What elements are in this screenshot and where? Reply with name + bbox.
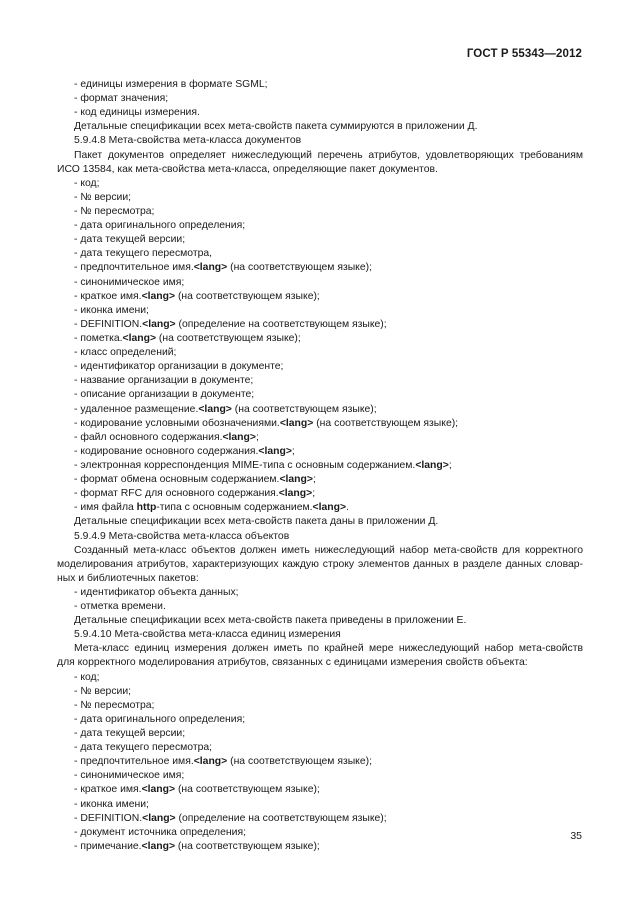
text-span: 5.9.4.10 Мета-свойства мета-класса единиц измерения [74,629,341,641]
list-item [57,403,583,417]
text-line [57,149,583,163]
list-item [57,445,583,459]
list-item [57,501,583,515]
list-item [57,191,583,205]
text-span: (на соответствующем языке); [231,403,377,415]
text-line [57,614,583,628]
keyword-token: <lang> [198,403,232,415]
text-span: - отметка времени. [74,601,166,613]
list-item [57,290,583,304]
keyword-token: <lang> [312,502,347,514]
text-span: - иконка имени; [74,304,149,316]
list-item [57,487,583,501]
keyword-token: <lang> [222,431,256,443]
list-item [57,78,583,92]
text-line [57,515,583,529]
keyword-token: <lang> [278,488,313,500]
text-span: - синонимическое имя; [74,770,185,782]
text-span: - имя файла [74,502,137,514]
keyword-token: <lang> [142,318,176,330]
list-item [57,261,583,275]
text-line [57,558,583,572]
keyword-token: <lang> [193,262,228,274]
text-span: (на соответствующем языке); [175,840,320,852]
list-item [57,92,583,106]
list-item [57,332,583,346]
text-span: 5.9.4.9 Мета-свойства мета-класса объектов [74,530,290,542]
text-span: - код единицы измерения. [74,107,200,119]
list-item [57,769,583,783]
keyword-token: <lang> [141,840,176,852]
text-span: - код; [74,671,100,683]
list-item [57,360,583,374]
text-line [57,642,583,656]
text-span: - дата оригинального определения; [74,220,246,232]
text-span: Детальные спецификации всех мета-свойств пакета суммируются в приложении Д. [74,121,478,133]
text-line [57,134,583,148]
text-span: - удаленное размещение. [74,403,199,415]
text-span: - предпочтительное имя. [74,756,194,768]
text-span: - файл основного содержания. [74,431,223,443]
text-span: - DEFINITION. [74,318,143,330]
text-span: - № версии; [74,191,132,203]
keyword-token: <lang> [142,812,176,824]
text-span: - идентификатор объекта данных; [74,586,239,598]
text-span: моделирования атрибутов, характеризующих каждую строку элементов данных в разделе данных словар- [57,558,583,570]
list-item [57,727,583,741]
text-line [57,530,583,544]
text-span: - описание организации в документе; [74,389,255,401]
list-item [57,205,583,219]
keyword-token: <lang> [141,784,176,796]
text-span: ных и библиотечных пакетов: [57,572,199,584]
text-span: для корректного моделирования атрибутов, связанных с единицами измерения свойств объекта: [57,657,528,669]
text-span: ; [291,445,295,457]
list-item [57,459,583,473]
list-item [57,374,583,388]
keyword-token: <lang> [258,445,292,457]
text-span: - документ источника определения; [74,826,246,838]
list-item [57,219,583,233]
text-span: - дата текущего пересмотра; [74,742,213,754]
list-item [57,826,583,840]
list-item [57,840,583,854]
text-line [57,572,583,586]
keyword-token: <lang> [122,332,157,344]
standard-header: ГОСТ Р 55343—2012 [466,48,582,60]
list-item [57,685,583,699]
list-item [57,388,583,402]
list-item [57,417,583,431]
text-span: ; [255,431,259,443]
keyword-token: <lang> [193,756,228,768]
text-span: (определение на соответствующем языке); [175,812,387,824]
text-span: - код; [74,177,100,189]
keyword-token: http [136,502,157,514]
list-item [57,741,583,755]
list-item [57,812,583,826]
text-span: (на соответствующем языке); [175,784,320,796]
text-span: - примечание. [74,840,142,852]
list-item [57,233,583,247]
text-span: -типа с основным содержанием. [156,502,313,514]
list-item [57,699,583,713]
list-item [57,783,583,797]
list-item [57,473,583,487]
text-span: (на соответствующем языке); [156,332,301,344]
text-span: 5.9.4.8 Мета-свойства мета-класса документов [74,135,302,147]
list-item [57,586,583,600]
text-span: - синонимическое имя; [74,276,185,288]
text-span: . [346,502,349,514]
text-span: ; [312,488,316,500]
text-span: - предпочтительное имя. [74,262,194,274]
text-span: - иконка имени; [74,798,149,810]
text-span: - дата текущей версии; [74,728,186,740]
text-span: - формат RFC для основного содержания. [74,488,279,500]
text-span: - электронная корреспонденция MIME-типа с основным содержанием. [74,459,416,471]
text-span: - краткое имя. [74,784,142,796]
text-span: (на соответствующем языке); [175,290,320,302]
list-item [57,713,583,727]
text-span: - пометка. [74,332,123,344]
text-span: - формат значения; [74,93,169,105]
text-line [57,163,583,177]
list-item [57,600,583,614]
list-item [57,431,583,445]
text-span: ; [312,474,316,486]
text-span: - кодирование условными обозначениями. [74,417,280,429]
text-span: (на соответствующем языке); [313,417,459,429]
text-span: - № версии; [74,685,132,697]
text-span: Детальные спецификации всех мета-свойств пакета даны в приложении Д. [74,516,439,528]
text-span: - дата текущего пересмотра, [74,248,213,260]
keyword-token: <lang> [279,417,314,429]
text-span: (на соответствующем языке); [227,262,372,274]
text-line [57,656,583,670]
text-span: - идентификатор организации в документе; [74,361,284,373]
keyword-token: <lang> [141,290,176,302]
text-span: - класс определений; [74,347,177,359]
text-line [57,120,583,134]
text-span: Мета-класс единиц измерения должен иметь по крайней мере нижеследующий набор мета-свойств [74,643,583,655]
text-span: - единицы измерения в формате SGML; [74,79,268,90]
text-span: (определение на соответствующем языке); [175,318,387,330]
text-span: (на соответствующем языке); [227,756,372,768]
list-item [57,798,583,812]
text-span: Детальные спецификации всех мета-свойств пакета приведены в приложении Е. [74,615,467,627]
list-item [57,755,583,769]
text-span: - № пересмотра; [74,699,155,711]
text-span: - дата оригинального определения; [74,713,246,725]
list-item [57,318,583,332]
list-item [57,106,583,120]
list-item [57,276,583,290]
text-span: ИСО 13584, как мета-свойства мета-класса, определяющие пакет документов. [57,163,438,175]
text-span: - формат обмена основным содержанием. [74,474,280,486]
keyword-token: <lang> [279,474,313,486]
list-item [57,671,583,685]
text-line [57,544,583,558]
list-item [57,247,583,261]
text-span: - DEFINITION. [74,812,143,824]
list-item [57,304,583,318]
text-span: - дата текущей версии; [74,234,186,246]
text-span: Созданный мета-класс объектов должен иметь нижеследующий набор мета-свойств для корректного [74,544,583,556]
text-span: - краткое имя. [74,290,142,302]
list-item [57,346,583,360]
text-line [57,628,583,642]
text-span: - кодирование основного содержания. [74,445,259,457]
keyword-token: <lang> [415,459,449,471]
text-span: - № пересмотра; [74,205,155,217]
text-span: Пакет документов определяет нижеследующий перечень атрибутов, удовлетворяющих требованиям [74,149,583,161]
list-item [57,177,583,191]
text-span: - название организации в документе; [74,375,254,387]
page-number: 35 [570,830,582,842]
text-span: ; [448,459,452,471]
body-text [57,78,583,854]
